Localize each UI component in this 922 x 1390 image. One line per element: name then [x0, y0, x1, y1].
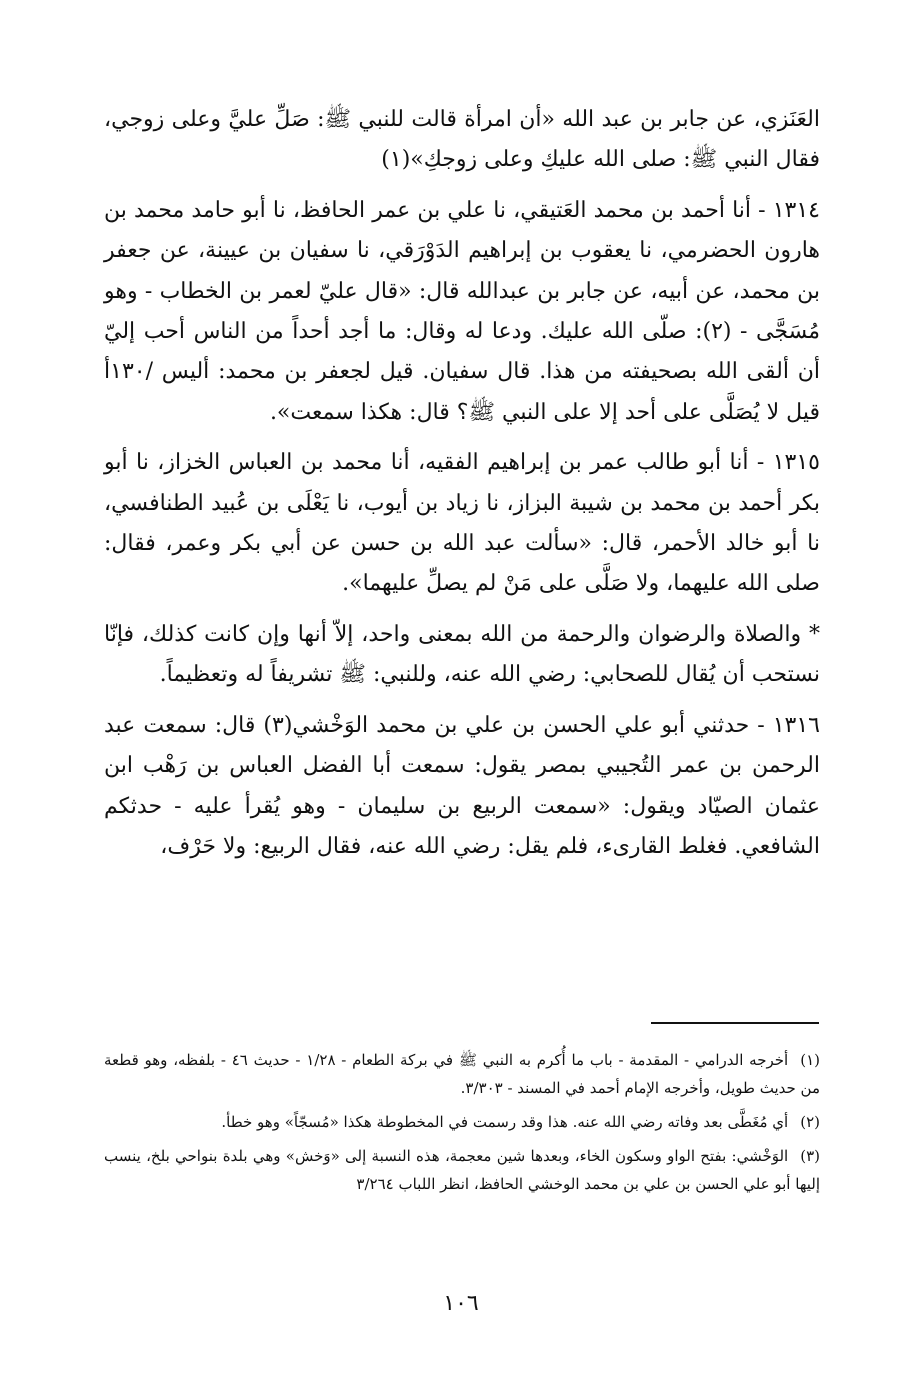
footnote-number: (١)	[800, 1051, 820, 1069]
footnote-number: (٣)	[800, 1147, 820, 1165]
footnote-1	[104, 1046, 820, 1102]
footnote-text: الوَخْشي: بفتح الواو وسكون الخاء، وبعدها شين معجمة، هذه النسبة إلى «وَخش» وهي بلدة بنواحي بلخ، ينسب إليها أبو علي الحسن بن علي بن محمد الوخشي الحافظ، انظر اللباب ٣/٢٦٤	[104, 1147, 820, 1193]
paragraph-continuation: العَنَزي، عن جابر بن عبد الله «أن امرأة قالت للنبي ﷺ: صَلِّ عليَّ وعلى زوجي، فقال النبي ﷺ: صلى الله عليكِ وعلى زوجكِ»(١)	[104, 107, 820, 173]
footnote-divider	[651, 1022, 819, 1024]
paragraph-1316: ١٣١٦ - حدثني أبو علي الحسن بن علي بن محمد الوَخْشي(٣) قال: سمعت عبد الرحمن بن عمر التُجيبي بمصر يقول: سمعت أبا الفضل العباس بن رَهْب ابن عثمان الصيّاد ويقول: «سمعت الربيع بن سليمان - وهو يُقرأ عليه - حدثكم الشافعي. فغلط القارىء، فلم يقل: رضي الله عنه، فقال الربيع: ولا حَرْف،	[104, 712, 820, 859]
footnotes	[104, 1046, 820, 1204]
page-number: ١٠٦	[443, 1291, 479, 1316]
paragraph-note: * والصلاة والرضوان والرحمة من الله بمعنى واحد، إلاّ أنها وإن كانت كذلك، فإنّا نستحب أن يُقال للصحابي: رضي الله عنه، وللنبي: ﷺ تشريفاً له وتعظيماً.	[104, 621, 820, 688]
footnote-3	[104, 1142, 820, 1198]
footnote-number: (٢)	[800, 1113, 820, 1131]
paragraph-1315: ١٣١٥ - أنا أبو طالب عمر بن إبراهيم الفقيه، أنا محمد بن العباس الخزاز، نا أبو بكر أحمد بن محمد بن شيبة البزاز، نا زياد بن أيوب، نا يَعْلَى بن عُبيد الطنافسي، نا أبو خالد الأحمر، قال: «سألت عبد الله بن حسن عن أبي بكر وعمر، فقال: صلى الله عليهما، ولا صَلَّى على مَنْ لم يصلِّ عليهما».	[104, 450, 820, 597]
footnote-2	[104, 1108, 820, 1136]
main-text	[104, 100, 820, 867]
footnote-text: أي مُغَطَّى بعد وفاته رضي الله عنه. هذا وقد رسمت في المخطوطة هكذا «مُسجّاً» وهو خطأ.	[221, 1113, 789, 1131]
footnote-text: أخرجه الدرامي - المقدمة - باب ما أُكرم به النبي ﷺ في بركة الطعام - ١/٢٨ - حديث ٤٦ - بلفظه، وهو قطعة من حديث طويل، وأخرجه الإمام أحمد في المسند - ٣/٣٠٣.	[104, 1051, 820, 1097]
paragraph-1314: ١٣١٤ - أنا أحمد بن محمد العَتيقي، نا علي بن عمر الحافظ، نا أبو حامد محمد بن هارون الحضرمي، نا يعقوب بن إبراهيم الدَوْرَقي، نا سفيان بن عيينة، عن جعفر بن محمد، عن أبيه، عن جابر بن عبدالله قال: «قال عليّ لعمر بن الخطاب - وهو مُسَجَّى - (٢): صلّى الله عليك. ودعا له وقال: ما أجد أحداً من الناس أحب إليّ أن ألقى الله بصحيفته من هذا. قال سفيان. قيل لجعفر بن محمد: أليس /١٣٠أ قيل لا يُصَلَّى على أحد إلا على النبي ﷺ؟ قال: هكذا سمعت».	[104, 197, 820, 425]
